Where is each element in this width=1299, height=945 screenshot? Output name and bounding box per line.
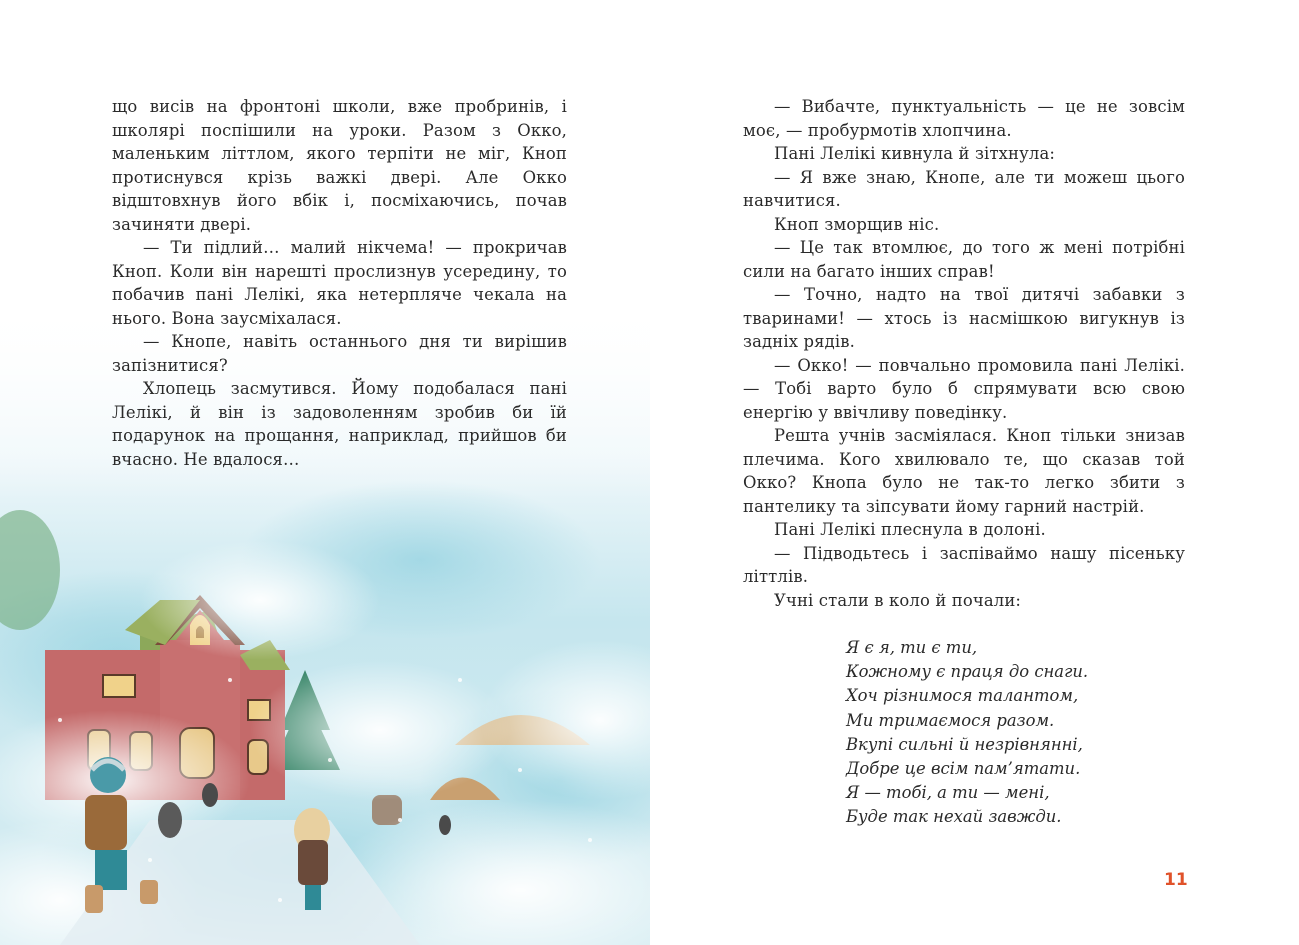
- paragraph: що висів на фронтоні школи, вже пробринів, і школярі поспішили на уроки. Разом з Окко, маленьким літтлом, якого терпіти не міг, Кноп протиснувся крізь важкі двері. Але Окко відштовхнув його вбік і, посміхаючись, почав зачиняти двері.: [112, 97, 567, 234]
- poem-line: Ми тримаємося разом.: [846, 710, 1055, 730]
- paragraph: — Це так втомлює, до того ж мені потрібні сили на багато інших справ!: [743, 238, 1185, 281]
- paragraph: — Кнопе, навіть останнього дня ти вирішив запізнитися?: [112, 332, 567, 375]
- paragraph: Решта учнів засміялася. Кноп тільки знизав плечима. Кого хвилювало те, що сказав той Окко? Кнопа було не так-то легко збити з пантелику та зіпсувати йому гарний настрій.: [743, 426, 1185, 516]
- poem-line: Кожному є праця до снаги.: [846, 662, 1089, 682]
- paragraph: Хлопець засмутився. Йому подобалася пані Лелікі, й він із задоволенням зробив би їй подарунок на прощання, наприклад, прийшов би вчасно. Не вдалося…: [112, 379, 567, 469]
- paragraph: — Я вже знаю, Кнопе, але ти можеш цього навчитися.: [743, 167, 1185, 210]
- poem-line: Буде так нехай завжди.: [846, 807, 1062, 827]
- poem-line: Добре це всім пам’ятати.: [846, 759, 1081, 779]
- left-page-text: [112, 95, 567, 471]
- poem-line: Я — тобі, а ти — мені,: [846, 783, 1050, 803]
- paragraph: — Підводьтесь і заспіваймо нашу пісеньку літтлів.: [743, 543, 1185, 586]
- paragraph: Пані Лелікі кивнула й зітхнула:: [774, 144, 1056, 163]
- poem-line: Вкупі сильні й незрівнянні,: [846, 734, 1083, 754]
- paragraph: — Ти підлий… малий нікчема! — прокричав Кноп. Коли він нарешті прослизнув усередину, то побачив пані Лелікі, яка нетерпляче чекала на нього. Вона заусміхалася.: [112, 238, 567, 328]
- paragraph: Пані Лелікі плеснула в долоні.: [774, 520, 1046, 539]
- poem-line: Хоч різнимося талантом,: [846, 686, 1079, 706]
- paragraph: — Окко! — повчально промовила пані Лелікі. — Тобі варто було б спрямувати всю свою енергію у ввічливу поведінку.: [743, 355, 1185, 422]
- poem-line: Я є я, ти є ти,: [846, 638, 978, 657]
- paragraph: — Точно, надто на твої дитячі забавки з тваринами! — хтось із насмішкою вигукнув із задніх рядів.: [743, 285, 1185, 351]
- song-poem: [846, 636, 1088, 830]
- page-number: 11: [1164, 870, 1188, 890]
- right-page-text: [743, 95, 1185, 612]
- paragraph: Кноп зморщив ніс.: [774, 214, 940, 234]
- paragraph: — Вибачте, пунктуальність — це не зовсім моє, — пробурмотів хлопчина.: [743, 97, 1185, 140]
- paragraph: Учні стали в коло й почали:: [774, 590, 1022, 610]
